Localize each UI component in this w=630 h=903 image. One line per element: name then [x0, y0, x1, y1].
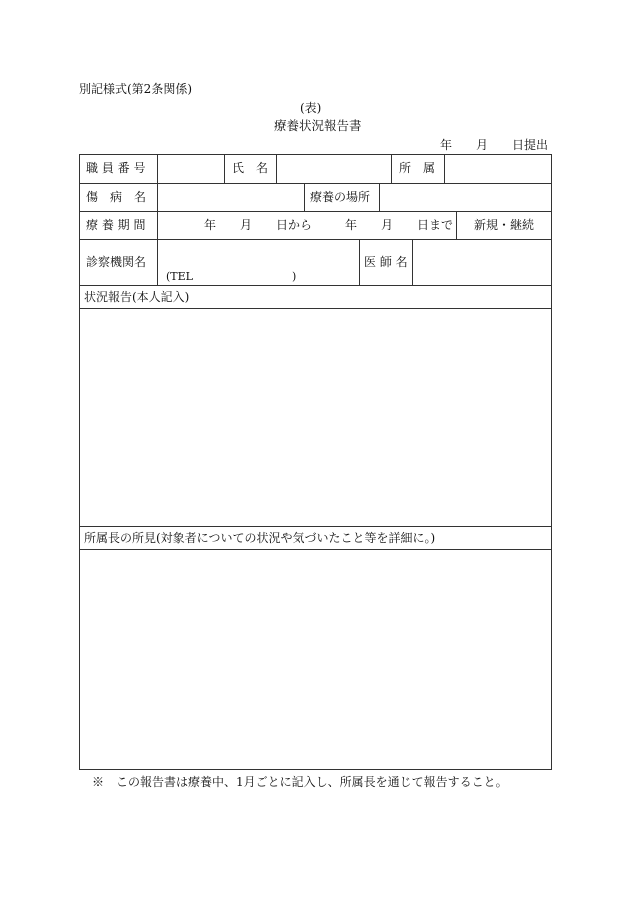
period-from-text: 年 月 日から	[204, 218, 313, 232]
page-title: 療養状況報告書	[274, 118, 362, 133]
row-divider	[79, 211, 552, 212]
status-report-label: 状況報告(本人記入)	[84, 290, 190, 304]
tel-label: (TEL )	[166, 270, 297, 283]
name-label: 氏 名	[232, 161, 269, 175]
period-to-text: 年 月 日まで	[345, 218, 454, 232]
cell-divider	[359, 239, 360, 285]
form-reference: 別記様式(第2条関係)	[79, 82, 192, 96]
employee-number-field[interactable]	[158, 155, 224, 183]
side-label: (表)	[300, 101, 322, 115]
row-divider	[79, 526, 552, 527]
affiliation-field[interactable]	[445, 155, 551, 183]
cell-divider	[304, 183, 305, 211]
row-divider	[79, 285, 552, 286]
submission-date-label: 年 月 日提出	[440, 138, 549, 152]
director-opinion-label: 所属長の所見(対象者についての状況や気づいたこと等を詳細に。)	[84, 531, 436, 545]
cell-divider	[391, 154, 392, 183]
treatment-place-field[interactable]	[380, 184, 551, 211]
treatment-place-label: 療養の場所	[310, 190, 371, 204]
doctor-name-label: 医 師 名	[364, 255, 408, 269]
illness-label: 傷 病 名	[86, 190, 147, 204]
clinic-name-label: 診察機関名	[86, 255, 147, 269]
treatment-period-label: 療 養 期 間	[86, 218, 146, 232]
cell-divider	[224, 154, 225, 183]
table-border-right	[551, 154, 552, 770]
affiliation-label: 所 属	[399, 161, 436, 175]
illness-field[interactable]	[158, 184, 304, 211]
doctor-name-field[interactable]	[413, 240, 551, 285]
director-opinion-field[interactable]	[80, 550, 551, 769]
footnote: ※ この報告書は療養中、1月ごとに記入し、所属長を通じて報告すること。	[92, 775, 508, 789]
period-type-text: 新規・継続	[474, 218, 535, 232]
table-border-bottom	[79, 769, 552, 770]
employee-number-label: 職 員 番 号	[86, 161, 146, 175]
cell-divider	[456, 211, 457, 239]
name-field[interactable]	[277, 155, 391, 183]
status-report-field[interactable]	[80, 309, 551, 526]
cell-divider	[157, 211, 158, 239]
